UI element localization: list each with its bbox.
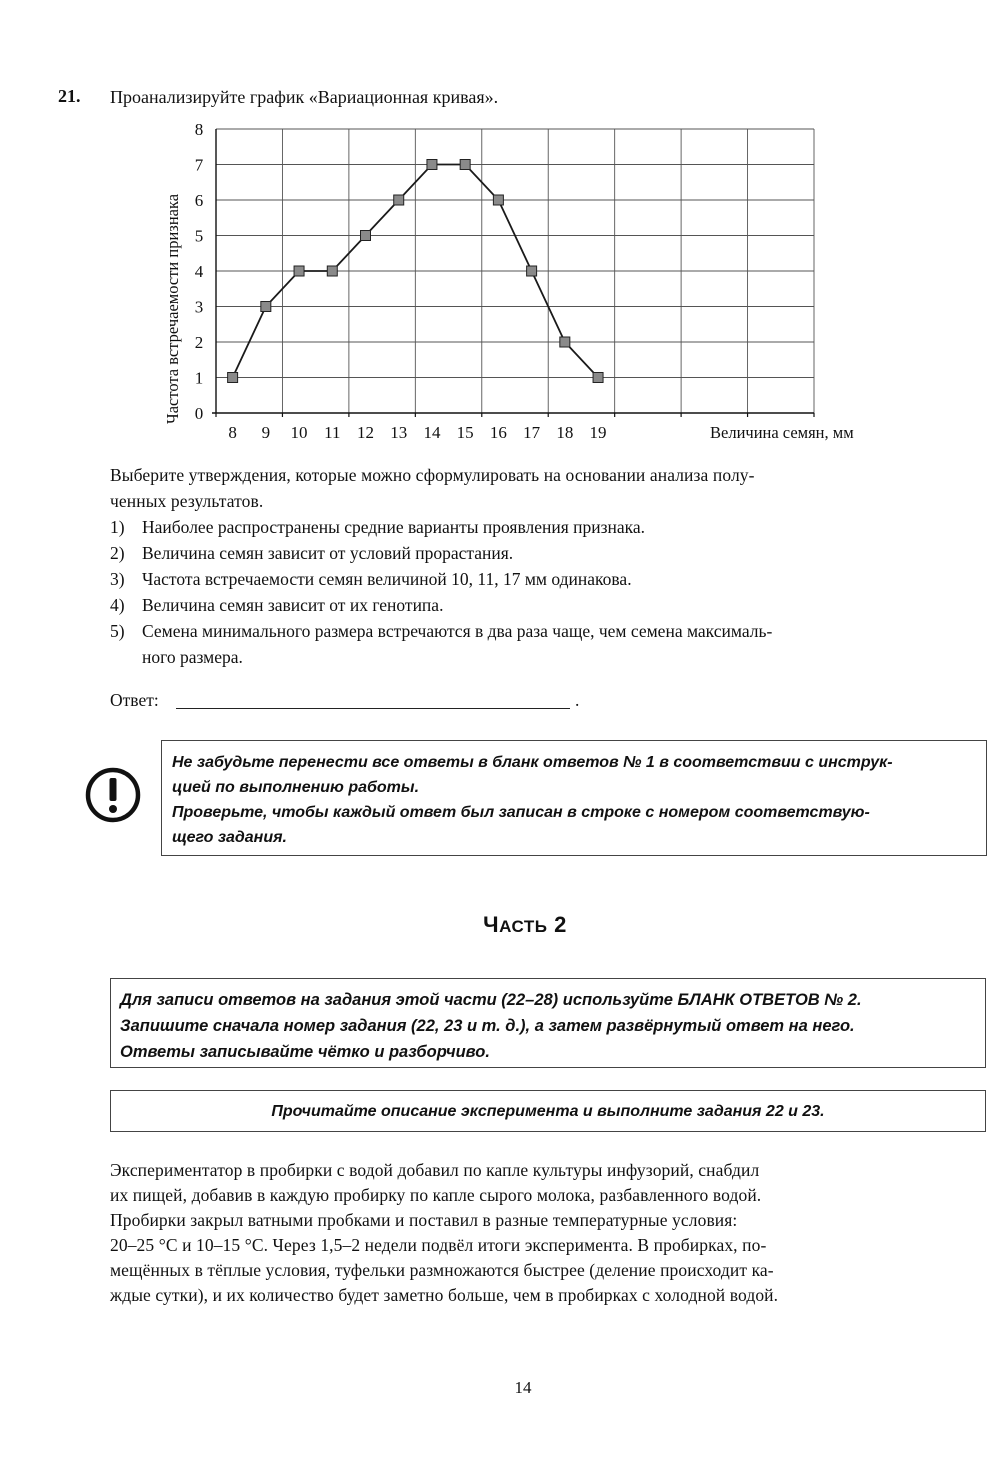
variation-curve-chart bbox=[150, 112, 910, 452]
experiment-line: их пищей, добавив в каждую пробирку по капле сырого молока, разбавленного водой. bbox=[110, 1185, 762, 1205]
data-point-marker bbox=[361, 231, 371, 241]
part-2-title bbox=[0, 912, 1000, 938]
y-tick-label: 6 bbox=[194, 191, 204, 210]
data-point-marker bbox=[493, 195, 503, 205]
y-tick-label: 7 bbox=[194, 155, 204, 175]
data-point-marker bbox=[261, 302, 271, 312]
experiment-line: 20–25 °С и 10–15 °С. Через 1,5–2 недели подвёл итоги эксперимента. В пробирках, по- bbox=[110, 1235, 767, 1255]
data-point-marker bbox=[394, 195, 404, 205]
x-axis-label: Величина семян, мм bbox=[710, 423, 854, 442]
data-point-marker bbox=[460, 160, 470, 170]
x-tick-label: 11 bbox=[324, 423, 341, 442]
option-text: Частота встречаемости семян величиной 10, 11, 17 мм одинакова. bbox=[142, 569, 632, 589]
option-5 bbox=[110, 618, 772, 644]
option-2 bbox=[110, 540, 513, 566]
x-tick-label: 13 bbox=[390, 423, 408, 442]
notice-line-2: цией по выполнению работы. bbox=[172, 779, 420, 796]
x-tick-label: 15 bbox=[456, 423, 474, 442]
x-tick-label: 19 bbox=[589, 423, 607, 442]
data-point-marker bbox=[427, 160, 437, 170]
instructions-line-2: Запишите сначала номер задания (22, 23 и т. д.), а затем развёрнутый ответ на него. bbox=[120, 1017, 855, 1035]
exclamation-circle-icon bbox=[84, 766, 142, 824]
option-1 bbox=[110, 514, 645, 540]
x-tick-label: 12 bbox=[357, 423, 374, 442]
question-prompt: Проанализируйте график «Вариационная кривая». bbox=[110, 87, 499, 107]
option-number: 3) bbox=[110, 569, 125, 589]
x-tick-label: 10 bbox=[290, 423, 308, 442]
experiment-line: мещённых в тёплые условия, туфельки размножаются быстрее (деление происходит ка- bbox=[110, 1260, 774, 1280]
notice-line-1: Не забудьте перенести все ответы в бланк ответов № 1 в соответствии с инструк- bbox=[172, 754, 893, 771]
option-number: 1) bbox=[110, 517, 125, 537]
y-tick-label: 1 bbox=[194, 368, 204, 388]
experiment-line: Экспериментатор в пробирки с водой добавил по капле культуры инфузорий, снабдил bbox=[110, 1160, 760, 1180]
y-tick-label: 5 bbox=[194, 226, 204, 246]
page-number: 14 bbox=[514, 1378, 532, 1397]
data-point-marker bbox=[560, 337, 570, 347]
option-text: Величина семян зависит от их генотипа. bbox=[142, 595, 444, 615]
data-point-marker bbox=[228, 373, 238, 383]
read-prompt-text: Прочитайте описание эксперимента и выполните задания 22 и 23. bbox=[271, 1103, 825, 1120]
title-number: 2 bbox=[547, 912, 567, 937]
option-text: Наиболее распространены средние варианты проявления признака. bbox=[142, 517, 646, 537]
notice-box bbox=[161, 740, 987, 856]
y-tick-label: 8 bbox=[194, 120, 204, 139]
answer-period: . bbox=[575, 690, 580, 710]
data-point-marker bbox=[294, 266, 304, 276]
notice-line-4: щего задания. bbox=[172, 829, 287, 846]
y-tick-label: 4 bbox=[194, 262, 204, 281]
x-tick-label: 17 bbox=[523, 423, 541, 442]
instructions-line-1: Для записи ответов на задания этой части (22–28) используйте БЛАНК ОТВЕТОВ № 2. bbox=[120, 991, 862, 1009]
option-5-continued: ного размера. bbox=[142, 647, 243, 667]
x-tick-label: 16 bbox=[489, 423, 507, 442]
experiment-line: ждые сутки), и их количество будет заметно больше, чем в пробирках с холодной водой. bbox=[110, 1285, 779, 1305]
data-point-marker bbox=[327, 266, 337, 276]
y-tick-labels bbox=[195, 120, 204, 423]
y-tick-label: 2 bbox=[194, 333, 204, 352]
answer-label: Ответ: bbox=[110, 690, 159, 710]
notice-line-3: Проверьте, чтобы каждый ответ был записан в строке с номером соответствую- bbox=[172, 804, 870, 821]
x-tick-label: 8 bbox=[228, 423, 237, 442]
option-text: Величина семян зависит от условий прорастания. bbox=[142, 543, 514, 563]
option-text: Семена минимального размера встречаются в два раза чаще, чем семена максималь- bbox=[142, 621, 773, 641]
title-smallcaps: АСТЬ bbox=[499, 917, 548, 936]
y-axis-label: Частота встречаемости признака bbox=[163, 193, 182, 424]
x-tick-label: 18 bbox=[556, 423, 574, 442]
option-3 bbox=[110, 566, 632, 592]
answer-input[interactable] bbox=[176, 708, 570, 709]
data-point-marker bbox=[593, 373, 603, 383]
x-tick-label: 14 bbox=[423, 423, 441, 442]
data-point-marker bbox=[527, 266, 537, 276]
chart-canvas bbox=[150, 112, 910, 452]
option-number: 4) bbox=[110, 595, 125, 615]
option-number: 5) bbox=[110, 621, 125, 641]
question-number: 21. bbox=[58, 86, 81, 106]
instruction-line-2: ченных результатов. bbox=[110, 491, 264, 511]
option-4 bbox=[110, 592, 443, 618]
experiment-line: Пробирки закрыл ватными пробками и поставил в разные температурные условия: bbox=[110, 1210, 738, 1230]
x-tick-label: 9 bbox=[261, 423, 271, 442]
option-number: 2) bbox=[110, 543, 125, 563]
x-tick-labels bbox=[228, 423, 606, 442]
part-2-instructions-box bbox=[110, 978, 986, 1068]
title-initial: Ч bbox=[483, 912, 500, 937]
y-tick-label: 3 bbox=[194, 297, 204, 317]
instruction-line-1: Выберите утверждения, которые можно сформулировать на основании анализа полу- bbox=[110, 465, 755, 485]
read-prompt-box bbox=[110, 1090, 986, 1132]
instructions-line-3: Ответы записывайте чётко и разборчиво. bbox=[120, 1043, 490, 1061]
experiment-description bbox=[110, 1158, 990, 1308]
instruction-text bbox=[110, 462, 990, 514]
y-tick-label: 0 bbox=[194, 404, 204, 423]
